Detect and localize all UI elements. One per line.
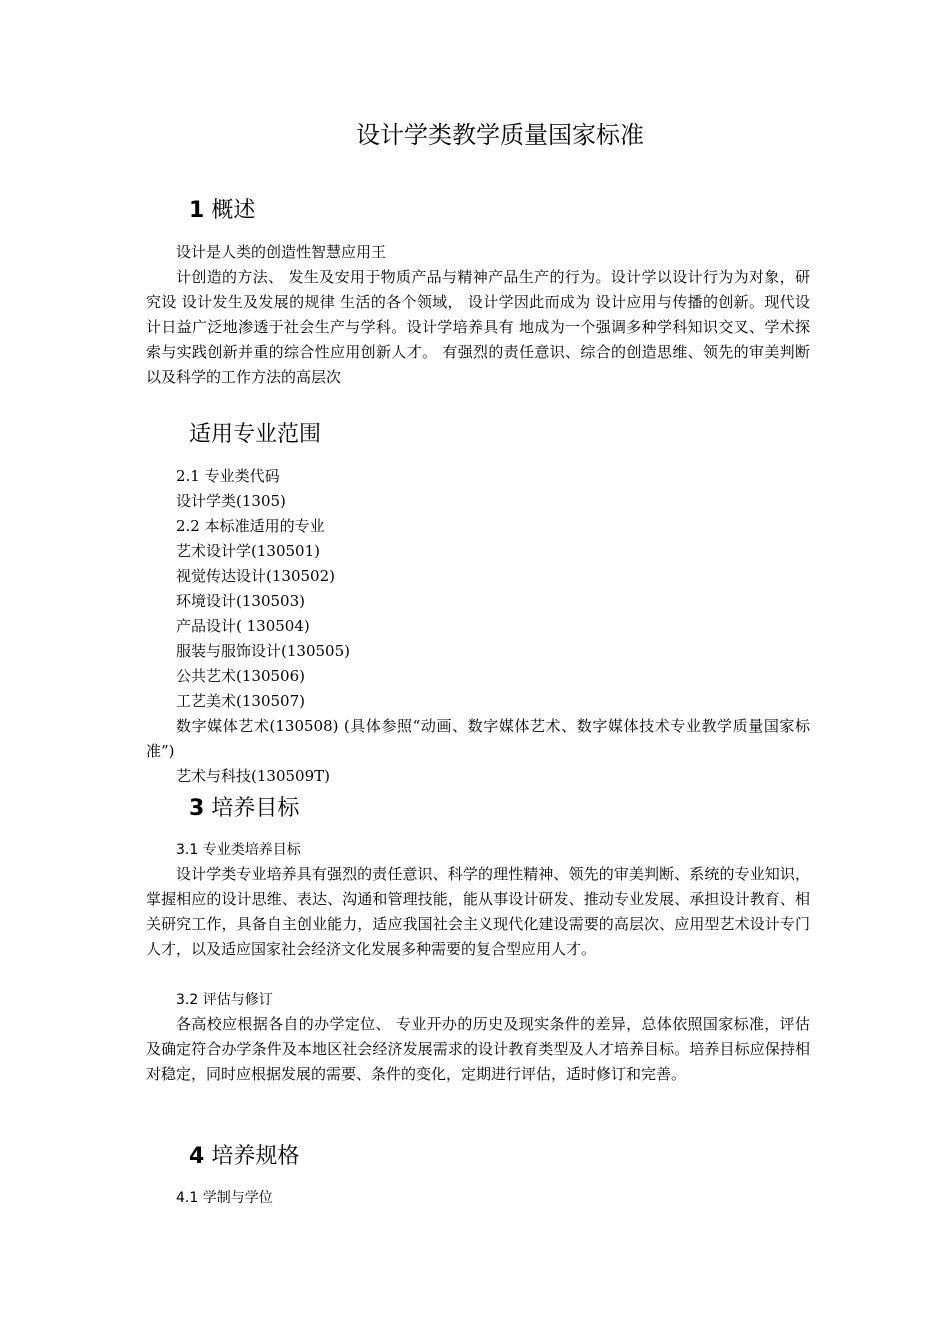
document-title: 设计学类教学质量国家标准 [356, 121, 644, 149]
subsection-3-2-heading: 3.2 评估与修订 [176, 992, 273, 1008]
list-item: 视觉传达设计(130502) [176, 567, 335, 585]
section-4-title: 培养规格 [211, 1144, 300, 1169]
section-3-title: 培养目标 [211, 796, 300, 821]
subsection-3-2-paragraph: 各高校应根据各自的办学定位、 专业开办的历史及现实条件的差异，总体依照国家标准，评估及确定符合办学条件及本地区社会经济发展需求的设计教育类型及人才培养目标。培养目标应保持相对稳定，同时应根据发展的需要、条件的变化，定期进行评估，适时修订和完善。 [146, 1015, 810, 1083]
list-item: 环境设计(130503) [176, 592, 305, 610]
section-1-heading [189, 196, 255, 226]
section-2-heading: 适用专业范围 [189, 422, 322, 447]
section-1-title: 概述 [211, 198, 256, 223]
section-1-number: 1 [189, 198, 205, 223]
subsection-4-1-heading: 4.1 学制与学位 [176, 1190, 273, 1206]
section-3-number: 3 [189, 796, 205, 821]
subsection-3-1-paragraph: 设计学类专业培养具有强烈的责任意识、科学的理性精神、领先的审美判断、系统的专业知识，掌握相应的设计思维、表达、沟通和管理技能，能从事设计研发、推动专业发展、承担设计教育、相关研究工作，具备自主创业能力，适应我国社会主义现代化建设需要的高层次、应用型艺术设计专门人才，以及适应国家社会经济文化发展多种需要的复合型应用人才。 [146, 865, 810, 958]
section-1-first-line: 设计是人类的创造性智慧应用王 [176, 243, 387, 261]
list-item-art-tech: 艺术与科技(130509T) [176, 767, 330, 785]
subsection-3-1-heading: 3.1 专业类培养目标 [176, 842, 301, 858]
list-item: 设计学类(1305) [176, 492, 286, 510]
list-item: 2.1 专业类代码 [176, 467, 280, 485]
list-item: 服装与服饰设计(130505) [176, 642, 350, 660]
list-item: 2.2 本标准适用的专业 [176, 517, 325, 535]
list-item: 工艺美术(130507) [176, 692, 305, 710]
list-item: 艺术设计学(130501) [176, 542, 320, 560]
list-item: 产品设计( 130504) [176, 617, 310, 635]
section-4-heading [189, 1142, 299, 1172]
section-1-paragraph: 计创造的方法、 发生及安用于物质产品与精神产品生产的行为。设计学以设计行为为对象，研究设 设计发生及发展的规律 生活的各个领域， 设计学因此而成为 设计应用与传播的创新。现代设计日益广泛地渗透于社会生产与学科。设计学培养具有 地成为一个强调多种学科知识交叉、学术探索与实践创新并重的综合性应用创新人才。 有强烈的责任意识、综合的创造思维、领先的审美判断以及科学的工作方法的高层次 [146, 268, 810, 386]
list-item-digital-media: 数字媒体艺术(130508) (具体参照“动画、数字媒体艺术、数字媒体技术专业教学质量国家标准”) [146, 717, 810, 760]
section-4-number: 4 [189, 1144, 205, 1169]
list-item: 公共艺术(130506) [176, 667, 305, 685]
section-3-heading [189, 794, 299, 824]
